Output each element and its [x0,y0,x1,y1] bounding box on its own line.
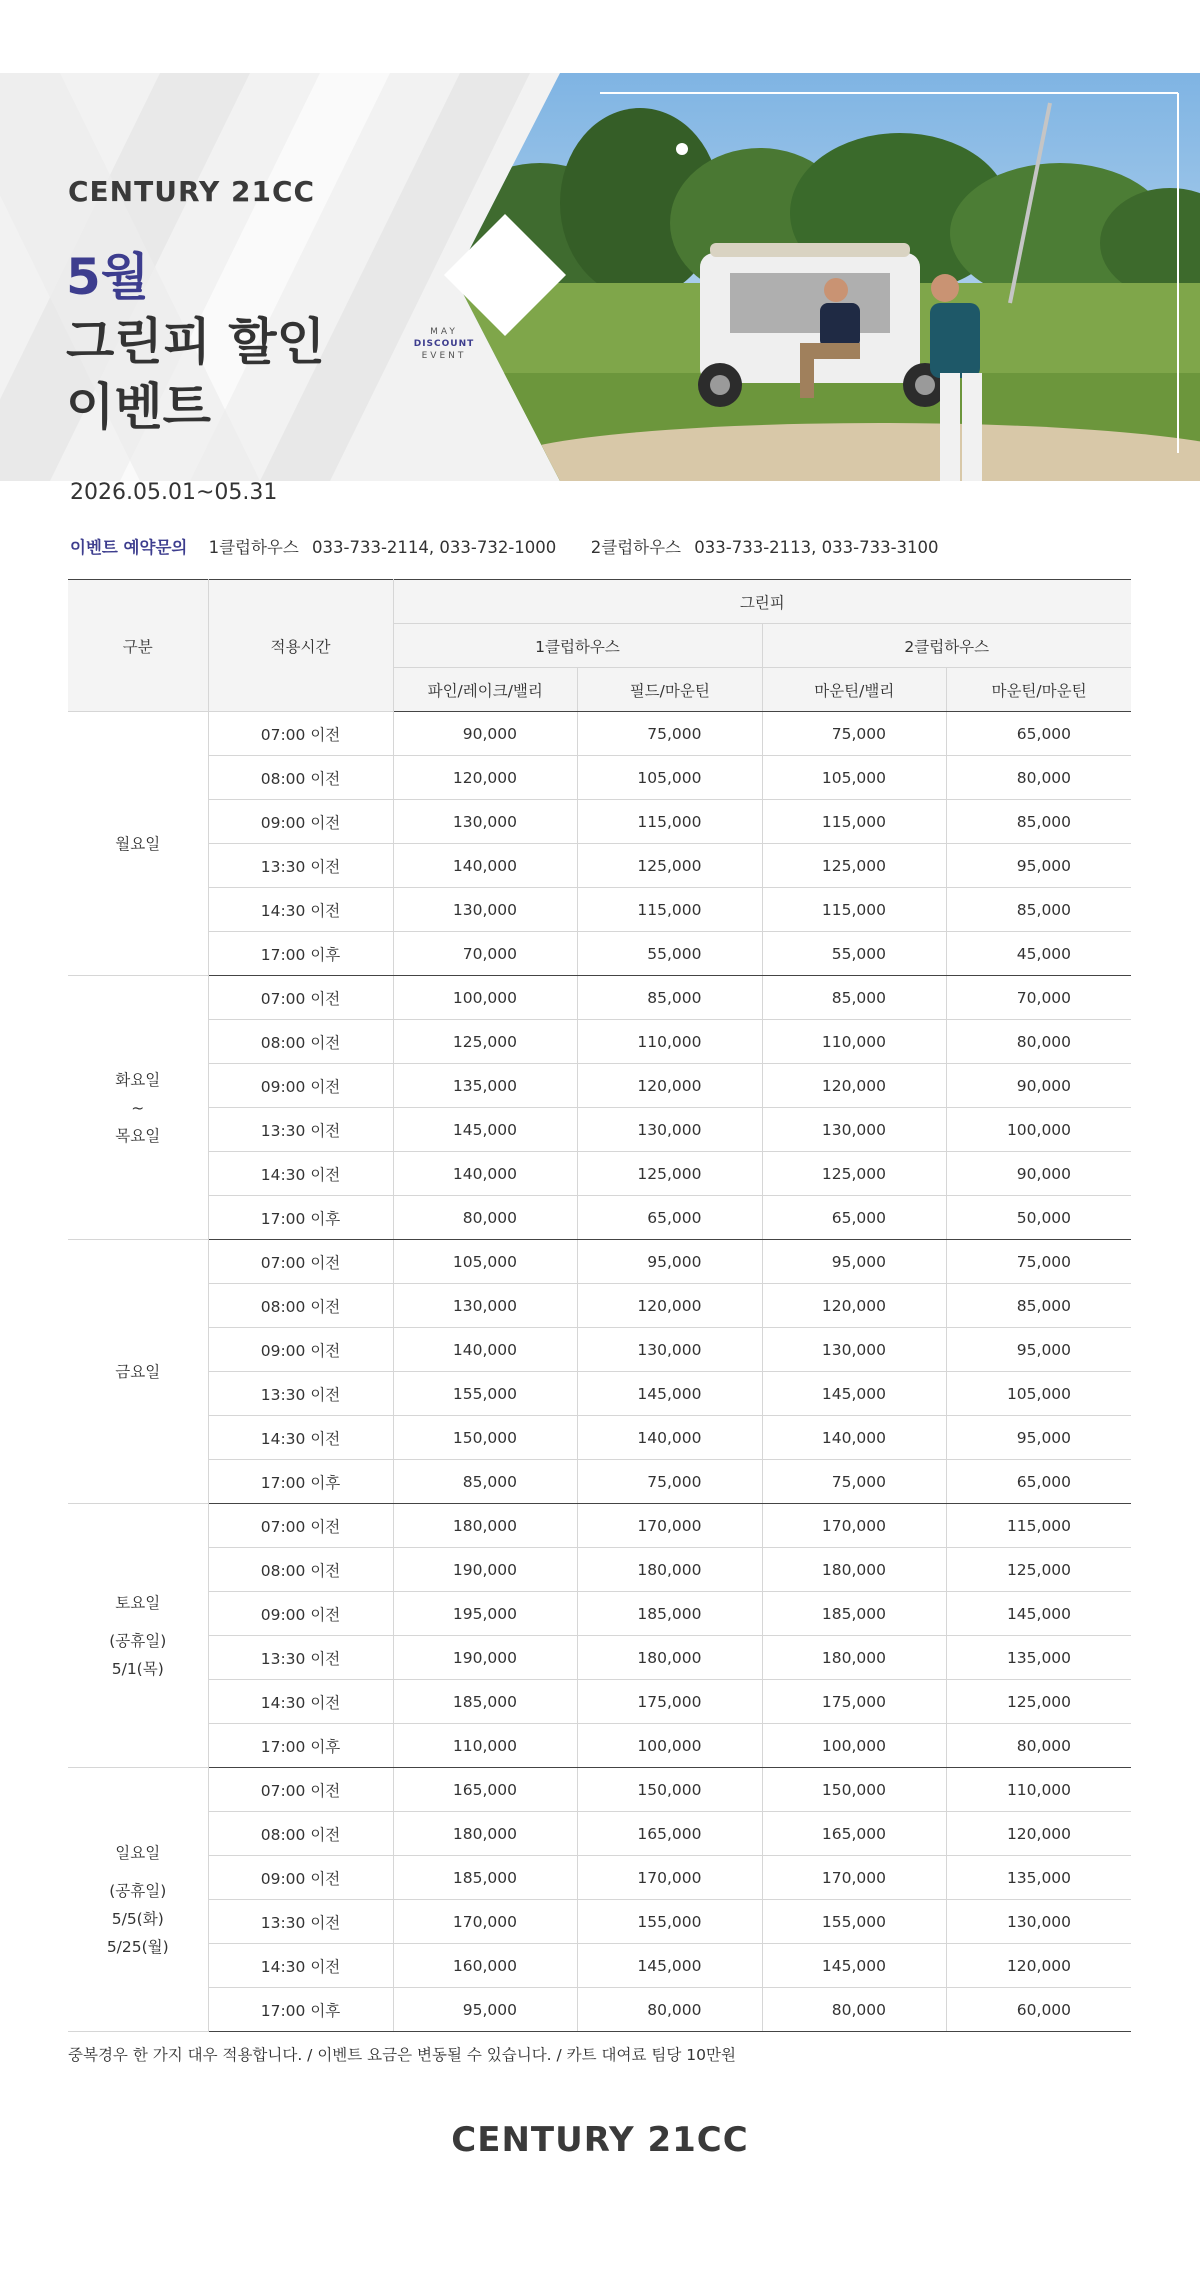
club2-phones: 033-733-2113, 033-733-3100 [694,538,939,557]
headline-line-2: 이벤트 [66,378,211,436]
day-category-cell [68,1240,208,1504]
price-cell: 110,000 [393,1724,578,1768]
price-cell: 165,000 [578,1812,763,1856]
day-category-cell [68,712,208,976]
time-slot-cell: 17:00 이후 [208,1724,393,1768]
price-cell: 170,000 [578,1504,763,1548]
price-cell: 120,000 [578,1064,763,1108]
price-cell: 90,000 [393,712,578,756]
price-cell: 185,000 [578,1592,763,1636]
price-cell: 145,000 [947,1592,1132,1636]
price-cell: 175,000 [762,1680,947,1724]
table-row [68,1988,1131,2032]
price-cell: 135,000 [947,1636,1132,1680]
header-category: 구분 [68,580,208,712]
price-cell: 115,000 [947,1504,1132,1548]
price-cell: 170,000 [393,1900,578,1944]
table-row [68,932,1131,976]
time-slot-cell: 17:00 이후 [208,1988,393,2032]
price-cell: 110,000 [947,1768,1132,1812]
day-label-line: 5/5(화) [111,1909,164,1928]
price-cell: 180,000 [762,1636,947,1680]
price-cell: 60,000 [947,1988,1132,2032]
day-label-line: (공휴일) [109,1631,167,1650]
price-cell: 120,000 [578,1284,763,1328]
club1-name: 1클럽하우스 [208,538,299,557]
header-club1: 1클럽하우스 [393,624,762,668]
price-cell: 150,000 [393,1416,578,1460]
price-cell: 135,000 [393,1064,578,1108]
price-cell: 105,000 [947,1372,1132,1416]
price-cell: 85,000 [762,976,947,1020]
price-cell: 85,000 [578,976,763,1020]
price-cell: 140,000 [393,844,578,888]
time-slot-cell: 07:00 이전 [208,1504,393,1548]
price-cell: 170,000 [762,1504,947,1548]
price-cell: 130,000 [762,1328,947,1372]
price-cell: 140,000 [762,1416,947,1460]
header-time: 적용시간 [208,580,393,712]
price-cell: 145,000 [578,1372,763,1416]
time-slot-cell: 13:30 이전 [208,1372,393,1416]
price-cell: 80,000 [947,1724,1132,1768]
price-cell: 55,000 [578,932,763,976]
price-cell: 125,000 [762,844,947,888]
price-cell: 125,000 [947,1680,1132,1724]
price-cell: 45,000 [947,932,1132,976]
badge-line-2: DISCOUNT [413,339,475,349]
price-cell: 190,000 [393,1636,578,1680]
table-row [68,1108,1131,1152]
table-row [68,1636,1131,1680]
price-cell: 105,000 [762,756,947,800]
day-label-line: 5/25(월) [106,1937,169,1956]
price-cell: 145,000 [578,1944,763,1988]
badge-line-1: MAY [430,327,458,337]
price-cell: 110,000 [762,1020,947,1064]
reservation-inquiry [70,534,939,558]
price-cell: 100,000 [393,976,578,1020]
day-label-line: 월요일 [115,834,161,853]
price-cell: 110,000 [578,1020,763,1064]
event-banner [0,73,1200,505]
price-cell: 150,000 [578,1768,763,1812]
day-label-line: (공휴일) [109,1881,167,1900]
price-cell: 85,000 [393,1460,578,1504]
table-row [68,1548,1131,1592]
price-cell: 90,000 [947,1152,1132,1196]
time-slot-cell: 14:30 이전 [208,1944,393,1988]
header-course-4: 마운틴/마운틴 [947,668,1132,712]
price-cell: 95,000 [393,1988,578,2032]
price-cell: 180,000 [578,1548,763,1592]
table-row [68,1372,1131,1416]
price-cell: 155,000 [578,1900,763,1944]
table-row [68,712,1131,756]
price-cell: 150,000 [762,1768,947,1812]
price-cell: 130,000 [578,1328,763,1372]
club2-name: 2클럽하우스 [590,538,681,557]
table-row [68,1900,1131,1944]
price-cell: 125,000 [762,1152,947,1196]
price-cell: 180,000 [762,1548,947,1592]
time-slot-cell: 13:30 이전 [208,844,393,888]
price-cell: 105,000 [578,756,763,800]
price-cell: 75,000 [578,1460,763,1504]
fee-table-body [68,712,1131,2032]
price-cell: 100,000 [578,1724,763,1768]
price-cell: 80,000 [393,1196,578,1240]
price-cell: 120,000 [947,1812,1132,1856]
price-cell: 115,000 [762,888,947,932]
price-cell: 75,000 [578,712,763,756]
price-cell: 155,000 [393,1372,578,1416]
time-slot-cell: 17:00 이후 [208,1460,393,1504]
table-row [68,1020,1131,1064]
may-discount-badge [406,326,482,362]
table-row [68,1064,1131,1108]
event-period: 2026.05.01~05.31 [70,480,278,505]
price-cell: 120,000 [947,1944,1132,1988]
table-row [68,1856,1131,1900]
header-course-2: 필드/마운틴 [578,668,763,712]
price-cell: 140,000 [578,1416,763,1460]
table-row [68,1196,1131,1240]
table-row [68,800,1131,844]
price-cell: 80,000 [578,1988,763,2032]
price-cell: 85,000 [947,1284,1132,1328]
price-cell: 170,000 [762,1856,947,1900]
day-label-line [68,1617,208,1627]
table-row [68,756,1131,800]
table-row [68,1284,1131,1328]
time-slot-cell: 14:30 이전 [208,1152,393,1196]
table-row [68,1812,1131,1856]
price-cell: 95,000 [947,1328,1132,1372]
time-slot-cell: 09:00 이전 [208,800,393,844]
price-cell: 125,000 [578,1152,763,1196]
day-category-cell [68,976,208,1240]
badge-line-3: EVENT [421,351,467,361]
price-cell: 80,000 [947,756,1132,800]
day-label-line: ~ [131,1098,145,1117]
price-cell: 130,000 [762,1108,947,1152]
time-slot-cell: 07:00 이전 [208,712,393,756]
price-cell: 75,000 [762,712,947,756]
table-row [68,1416,1131,1460]
price-cell: 75,000 [762,1460,947,1504]
table-row [68,1328,1131,1372]
time-slot-cell: 09:00 이전 [208,1592,393,1636]
time-slot-cell: 14:30 이전 [208,888,393,932]
table-row [68,1240,1131,1284]
price-cell: 85,000 [947,888,1132,932]
price-cell: 180,000 [578,1636,763,1680]
time-slot-cell: 09:00 이전 [208,1328,393,1372]
day-category-cell [68,1504,208,1768]
price-cell: 55,000 [762,932,947,976]
day-label-line: 목요일 [115,1126,161,1145]
time-slot-cell: 09:00 이전 [208,1064,393,1108]
price-cell: 95,000 [947,844,1132,888]
time-slot-cell: 13:30 이전 [208,1636,393,1680]
table-row [68,1504,1131,1548]
time-slot-cell: 08:00 이전 [208,1284,393,1328]
footnote: 중복경우 한 가지 대우 적용합니다. / 이벤트 요금은 변동될 수 있습니다. / 카트 대여료 팀당 10만원 [68,2046,736,2064]
table-row [68,1460,1131,1504]
price-cell: 80,000 [762,1988,947,2032]
time-slot-cell: 08:00 이전 [208,1548,393,1592]
table-row [68,1592,1131,1636]
price-cell: 65,000 [578,1196,763,1240]
price-cell: 145,000 [393,1108,578,1152]
price-cell: 95,000 [947,1416,1132,1460]
price-cell: 155,000 [762,1900,947,1944]
table-row [68,888,1131,932]
price-cell: 115,000 [762,800,947,844]
price-cell: 115,000 [578,888,763,932]
price-cell: 120,000 [762,1064,947,1108]
price-cell: 165,000 [393,1768,578,1812]
price-cell: 140,000 [393,1328,578,1372]
price-cell: 185,000 [762,1592,947,1636]
table-row [68,1680,1131,1724]
price-cell: 85,000 [947,800,1132,844]
time-slot-cell: 07:00 이전 [208,1768,393,1812]
time-slot-cell: 07:00 이전 [208,1240,393,1284]
price-cell: 140,000 [393,1152,578,1196]
header-club2: 2클럽하우스 [762,624,1131,668]
price-cell: 185,000 [393,1856,578,1900]
day-label-line: 토요일 [115,1593,161,1612]
price-cell: 130,000 [393,800,578,844]
time-slot-cell: 08:00 이전 [208,756,393,800]
table-row [68,844,1131,888]
day-label-line: 금요일 [115,1362,161,1381]
footer-brand-logo: CENTURY 21CC [451,2120,749,2160]
price-cell: 65,000 [947,1460,1132,1504]
price-cell: 65,000 [762,1196,947,1240]
table-row [68,1944,1131,1988]
inquiry-label: 이벤트 예약문의 [70,538,188,557]
time-slot-cell: 07:00 이전 [208,976,393,1020]
price-cell: 115,000 [578,800,763,844]
price-cell: 130,000 [393,888,578,932]
fee-table-header [68,580,1131,712]
price-cell: 50,000 [947,1196,1132,1240]
club1-phones: 033-733-2114, 033-732-1000 [312,538,557,557]
day-label-line: 화요일 [115,1070,161,1089]
price-cell: 125,000 [578,844,763,888]
event-month: 5월 [66,248,150,306]
time-slot-cell: 13:30 이전 [208,1108,393,1152]
header-greenfee: 그린피 [393,580,1131,624]
green-fee-table [68,579,1131,2032]
price-cell: 75,000 [947,1240,1132,1284]
price-cell: 130,000 [947,1900,1132,1944]
price-cell: 125,000 [947,1548,1132,1592]
day-label-line: 5/1(목) [111,1659,164,1678]
day-label-line: 일요일 [115,1843,161,1862]
brand-logo: CENTURY 21CC [68,175,316,208]
time-slot-cell: 08:00 이전 [208,1812,393,1856]
headline-line-1: 그린피 할인 [66,313,325,371]
price-cell: 130,000 [393,1284,578,1328]
price-cell: 65,000 [947,712,1132,756]
price-cell: 145,000 [762,1372,947,1416]
price-cell: 180,000 [393,1504,578,1548]
price-cell: 145,000 [762,1944,947,1988]
table-row [68,1768,1131,1812]
price-cell: 165,000 [762,1812,947,1856]
price-cell: 135,000 [947,1856,1132,1900]
price-cell: 100,000 [947,1108,1132,1152]
price-cell: 180,000 [393,1812,578,1856]
price-cell: 70,000 [393,932,578,976]
header-course-3: 마운틴/밸리 [762,668,947,712]
price-cell: 100,000 [762,1724,947,1768]
table-row [68,1724,1131,1768]
time-slot-cell: 14:30 이전 [208,1680,393,1724]
price-cell: 90,000 [947,1064,1132,1108]
time-slot-cell: 09:00 이전 [208,1856,393,1900]
price-cell: 80,000 [947,1020,1132,1064]
price-cell: 185,000 [393,1680,578,1724]
price-cell: 70,000 [947,976,1132,1020]
price-cell: 190,000 [393,1548,578,1592]
time-slot-cell: 08:00 이전 [208,1020,393,1064]
table-row [68,1152,1131,1196]
table-row [68,976,1131,1020]
time-slot-cell: 17:00 이후 [208,1196,393,1240]
time-slot-cell: 14:30 이전 [208,1416,393,1460]
price-cell: 170,000 [578,1856,763,1900]
price-cell: 120,000 [762,1284,947,1328]
price-cell: 95,000 [762,1240,947,1284]
price-cell: 95,000 [578,1240,763,1284]
price-cell: 175,000 [578,1680,763,1724]
day-category-cell [68,1768,208,2032]
time-slot-cell: 13:30 이전 [208,1900,393,1944]
price-cell: 125,000 [393,1020,578,1064]
day-label-line [68,1867,208,1877]
price-cell: 120,000 [393,756,578,800]
header-course-1: 파인/레이크/밸리 [393,668,578,712]
price-cell: 105,000 [393,1240,578,1284]
price-cell: 160,000 [393,1944,578,1988]
time-slot-cell: 17:00 이후 [208,932,393,976]
price-cell: 130,000 [578,1108,763,1152]
price-cell: 195,000 [393,1592,578,1636]
